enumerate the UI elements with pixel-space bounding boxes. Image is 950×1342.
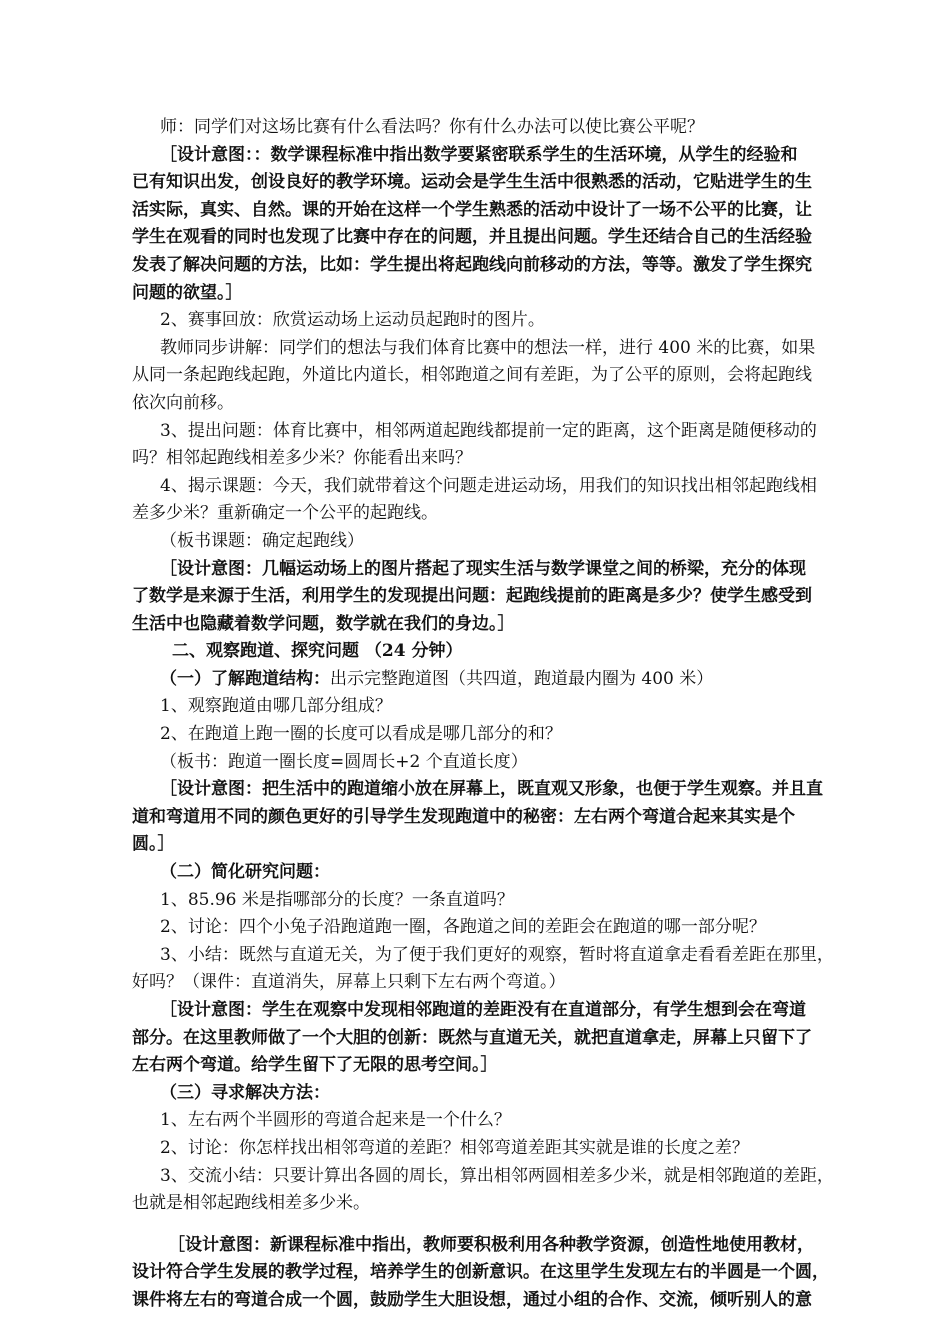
- design-intent-line: 圆。］: [132, 834, 175, 855]
- paragraph-line: 3、交流小结：只要计算出各圆的周长，算出相邻两圆相差多少米，就是相邻跑道的差距，: [160, 1165, 834, 1186]
- subsection-heading: （三）寻求解决方法：: [160, 1082, 330, 1103]
- paragraph-line: 师：同学们对这场比赛有什么看法吗？你有什么办法可以使比赛公平呢？: [160, 117, 704, 137]
- design-intent-line: 已有知识出发，创设良好的教学环境。运动会是学生生活中很熟悉的活动，它贴进学生的生: [132, 172, 812, 193]
- design-intent-line: 课件将左右的弯道合成一个圆，鼓励学生大胆设想，通过小组的合作、交流，倾听别人的意: [132, 1289, 812, 1310]
- paragraph-line: 从同一条起跑线起跑，外道比内道长，相邻跑道之间有差距，为了公平的原则，会将起跑线: [132, 365, 812, 386]
- paragraph-line: 1、观察跑道由哪几部分组成？: [160, 696, 392, 717]
- paragraph-line: 也就是相邻起跑线相差多少米。: [132, 1193, 370, 1214]
- design-intent-line: 学生在观看的同时也发现了比赛中存在的问题，并且提出问题。学生还结合自己的生活经验: [132, 227, 812, 248]
- paragraph-line: 1、左右两个半圆形的弯道合起来是一个什么？: [160, 1110, 511, 1131]
- subsection-heading: （二）简化研究问题：: [160, 862, 330, 883]
- design-intent-line: 发表了解决问题的方法，比如：学生提出将起跑线向前移动的方法，等等。激发了学生探究: [132, 254, 812, 275]
- paragraph-line: 教师同步讲解：同学们的想法与我们体育比赛中的想法一样，进行 400 米的比赛，如果: [160, 337, 816, 358]
- paragraph-line: 好吗？（课件：直道消失，屏幕上只剩下左右两个弯道。）: [132, 972, 566, 993]
- design-intent-line: 部分。在这里教师做了一个大胆的创新：既然与直道无关，就把直道拿走，屏幕上只留下了: [132, 1027, 812, 1048]
- paragraph-gap: [132, 1218, 872, 1232]
- subsection-heading: （一）了解跑道结构：: [160, 668, 330, 689]
- design-intent-line: ［设计意图：几幅运动场上的图片搭起了现实生活与数学课堂之间的桥梁，充分的体现: [160, 558, 806, 579]
- document-body: [132, 114, 872, 1315]
- design-intent-line: 活实际，真实、自然。课的开始在这样一个学生熟悉的活动中设计了一场不公平的比赛，让: [132, 199, 812, 220]
- design-intent-line: ［设计意图：：数学课程标准中指出数学要紧密联系学生的生活环境，从学生的经验和: [160, 144, 798, 165]
- section-heading: 二、观察跑道、探究问题 （24 分钟）: [172, 641, 463, 662]
- design-intent-line: 道和弯道用不同的颜色更好的引导学生发现跑道中的秘密：左右两个弯道合起来其实是个: [132, 806, 795, 827]
- paragraph-line: 2、讨论：你怎样找出相邻弯道的差距？相邻弯道差距其实就是谁的长度之差？: [160, 1137, 749, 1158]
- paragraph-line: 4、揭示课题：今天，我们就带着这个问题走进运动场，用我们的知识找出相邻起跑线相: [160, 475, 817, 496]
- paragraph-line: 差多少米？重新确定一个公平的起跑线。: [132, 503, 438, 524]
- paragraph-line: 依次向前移。: [132, 392, 234, 413]
- subsection-line: [132, 666, 872, 694]
- design-intent-line: ［设计意图：学生在观察中发现相邻跑道的差距没有在直道部分，有学生想到会在弯道: [160, 1000, 806, 1020]
- paragraph-line: 1、85.96 米是指哪部分的长度？一条直道吗？: [160, 889, 514, 910]
- paragraph-line: 3、小结：既然与直道无关，为了便于我们更好的观察，暂时将直道拿走看看差距在那里，: [160, 944, 834, 965]
- board-note-line: （板书课题：确定起跑线）: [160, 530, 364, 551]
- board-note-line: （板书：跑道一圈长度=圆周长+2 个直道长度）: [160, 751, 528, 772]
- design-intent-line: 设计符合学生发展的教学过程，培养学生的创新意识。在这里学生发现左右的半圆是一个圆，: [132, 1262, 829, 1283]
- paragraph-line: 2、赛事回放：欣赏运动场上运动员起跑时的图片。: [160, 310, 545, 331]
- subsection-note: 出示完整跑道图（共四道，跑道最内圈为 400 米）: [330, 668, 714, 689]
- design-intent-line: 生活中也隐藏着数学问题，数学就在我们的身边。］: [132, 613, 515, 634]
- paragraph-line: 2、在跑道上跑一圈的长度可以看成是哪几部分的和？: [160, 724, 562, 745]
- paragraph-line: 3、提出问题：体育比赛中，相邻两道起跑线都提前一定的距离，这个距离是随便移动的: [160, 420, 817, 441]
- paragraph-line: 吗？相邻起跑线相差多少米？你能看出来吗？: [132, 448, 472, 469]
- design-intent-line: ［设计意图：把生活中的跑道缩小放在屏幕上，既直观又形象，也便于学生观察。并且直: [160, 779, 823, 800]
- design-intent-line: 了数学是来源于生活，利用学生的发现提出问题：起跑线提前的距离是多少？使学生感受到: [132, 586, 812, 607]
- design-intent-line: ［设计意图：新课程标准中指出，教师要积极利用各种教学资源，创造性地使用教材，: [168, 1234, 814, 1255]
- design-intent-line: 左右两个弯道。给学生留下了无限的思考空间。］: [132, 1055, 498, 1076]
- paragraph-line: 2、讨论：四个小兔子沿跑道跑一圈，各跑道之间的差距会在跑道的哪一部分呢？: [160, 917, 766, 938]
- design-intent-line: 问题的欲望。］: [132, 282, 243, 303]
